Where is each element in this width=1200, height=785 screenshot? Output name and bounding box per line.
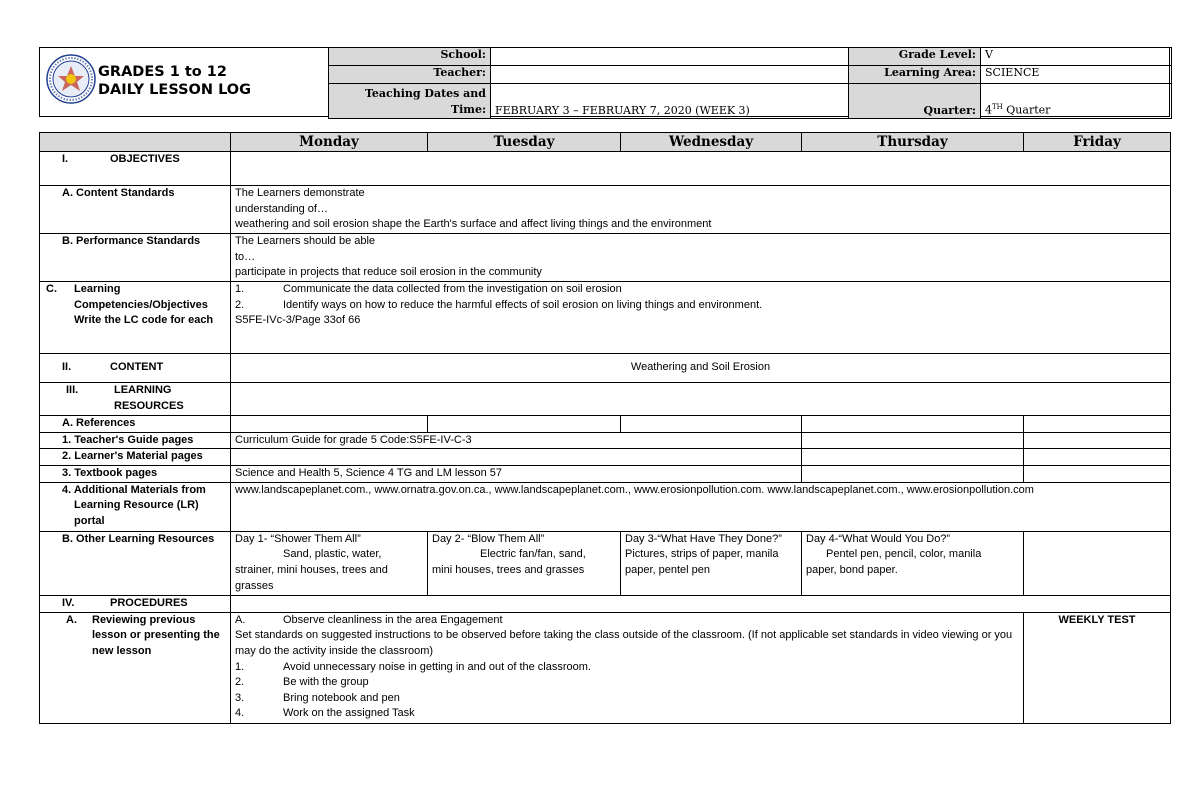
reviewing-item-num: 1. <box>235 660 245 673</box>
reviewing-heading-text: Observe cleanliness in the area Engagement <box>283 613 503 626</box>
additional-label-line-1: 4. Additional Materials from <box>62 483 206 496</box>
reviewing-item-num: 4. <box>235 707 245 720</box>
teaching-dates-label <box>329 84 491 119</box>
teachers-guide-friday[interactable] <box>1024 432 1171 449</box>
learners-material-label: 2. Learner's Material pages <box>40 449 231 466</box>
reviewing-paragraph: Set standards on suggested instructions to be observed before taking the class outside of the classroom. (If not applicable set standards in video viewing or you may do the activity inside the classroom) <box>235 629 1013 657</box>
learners-material-friday[interactable] <box>1024 449 1171 466</box>
additional-materials-label <box>40 482 231 531</box>
day1-line-2: strainer, mini houses, trees and <box>235 563 388 576</box>
performance-standards-cell[interactable] <box>231 234 1171 282</box>
day-tuesday: Tuesday <box>428 133 621 152</box>
reviewing-label <box>40 612 231 723</box>
competencies-letter: C. <box>46 283 57 295</box>
objectives-row <box>40 152 1171 186</box>
learning-resources-cell[interactable] <box>231 383 1171 416</box>
deped-seal-icon <box>46 54 96 104</box>
performance-standards-line-2: to… <box>235 250 256 263</box>
references-row <box>40 416 1171 433</box>
reviewing-item-text: Be with the group <box>283 676 369 689</box>
other-resources-row <box>40 531 1171 595</box>
day-monday: Monday <box>231 133 428 152</box>
additional-label-line-3: portal <box>74 514 105 527</box>
day4-line-2: paper, bond paper. <box>806 563 898 576</box>
reviewing-item-text: Work on the assigned Task <box>283 707 415 720</box>
content-standards-line-3: weathering and soil erosion shape the Earth's surface and affect living things and the environment <box>235 218 712 231</box>
learning-area-label: Learning Area: <box>849 66 981 84</box>
learning-resources-row <box>40 383 1171 416</box>
competency-text: Communicate the data collected from the investigation on soil erosion <box>283 283 622 295</box>
procedures-row <box>40 595 1171 612</box>
references-monday[interactable] <box>231 416 428 433</box>
procedures-label <box>40 595 231 612</box>
references-wednesday[interactable] <box>621 416 802 433</box>
content-cell[interactable]: Weathering and Soil Erosion <box>231 354 1171 383</box>
lc-code: S5FE-IVc-3/Page 33of 66 <box>235 314 361 327</box>
other-resources-monday[interactable] <box>231 531 428 595</box>
competencies-row <box>40 282 1171 354</box>
additional-label-line-2: Learning Resource (LR) <box>74 499 199 512</box>
competencies-label-line-2: Competencies/Objectives <box>74 298 208 311</box>
title-line-2: DAILY LESSON LOG <box>98 82 252 98</box>
content-label <box>40 354 231 383</box>
learners-material-row <box>40 449 1171 466</box>
form-title <box>98 63 251 99</box>
grade-level-label: Grade Level: <box>849 48 981 66</box>
reviewing-heading <box>235 613 1019 629</box>
textbook-thursday[interactable] <box>802 465 1024 482</box>
competency-text: Identify ways on how to reduce the harmful effects of soil erosion on living things and environment. <box>283 298 763 311</box>
teaching-dates-label-line-1: Teaching Dates and <box>364 87 486 100</box>
references-thursday[interactable] <box>802 416 1024 433</box>
teachers-guide-row <box>40 432 1171 449</box>
competencies-label-line-1: Learning <box>74 283 121 295</box>
procedures-cell[interactable] <box>231 595 1171 612</box>
objectives-num: I. <box>62 153 69 165</box>
performance-standards-line-1: The Learners should be able <box>235 235 376 247</box>
references-label: A. References <box>40 416 231 433</box>
content-standards-row <box>40 186 1171 234</box>
competency-num: 2. <box>235 298 245 311</box>
reviewing-heading-num: A. <box>235 613 246 626</box>
reviewing-item <box>235 706 1019 722</box>
additional-materials-row <box>40 482 1171 531</box>
day-thursday: Thursday <box>802 133 1024 152</box>
day-header-row <box>40 133 1171 152</box>
teachers-guide-thursday[interactable] <box>802 432 1024 449</box>
other-resources-thursday[interactable] <box>802 531 1024 595</box>
competencies-label-line-3: Write the LC code for each <box>74 314 214 327</box>
performance-standards-row <box>40 234 1171 282</box>
competencies-cell[interactable] <box>231 282 1171 354</box>
textbook-friday[interactable] <box>1024 465 1171 482</box>
objectives-cell[interactable] <box>231 152 1171 186</box>
reviewing-item <box>235 691 1019 707</box>
other-resources-friday[interactable] <box>1024 531 1171 595</box>
procedures-num: IV. <box>62 596 75 609</box>
reviewing-item <box>235 675 1019 691</box>
additional-materials-cell[interactable]: www.landscapeplanet.com., www.ornatra.gov.on.ca., www.landscapeplanet.com., www.erosionpollution.com. www.landscapeplanet.com., www.erosionpollution.com <box>231 482 1171 531</box>
info-table <box>328 47 1172 119</box>
competency-num: 1. <box>235 283 245 295</box>
textbook-cell[interactable]: Science and Health 5, Science 4 TG and LM lesson 57 <box>231 465 802 482</box>
learning-resources-line-1: LEARNING <box>114 384 172 396</box>
day-friday: Friday <box>1024 133 1171 152</box>
content-standards-cell[interactable] <box>231 186 1171 234</box>
textbook-row <box>40 465 1171 482</box>
textbook-label: 3. Textbook pages <box>40 465 231 482</box>
competency-item <box>235 282 1166 298</box>
references-friday[interactable] <box>1024 416 1171 433</box>
day2-line-1: Electric fan/fan, sand, <box>480 548 586 561</box>
reviewing-item <box>235 660 1019 676</box>
day-header-blank <box>40 133 231 152</box>
content-standards-label: A. Content Standards <box>40 186 231 234</box>
day3-title: Day 3-“What Have They Done?” <box>625 532 782 545</box>
quarter-number: 4 <box>985 104 992 117</box>
content-standards-line-2: understanding of… <box>235 202 328 215</box>
teacher-field[interactable] <box>491 66 849 84</box>
day3-line-1: Pictures, strips of paper, manila <box>625 548 779 561</box>
lesson-log-table <box>39 132 1171 724</box>
quarter-label: Quarter: <box>849 84 981 119</box>
learners-material-thursday[interactable] <box>802 449 1024 466</box>
learners-material-cell[interactable] <box>231 449 802 466</box>
reviewing-item-text: Bring notebook and pen <box>283 691 400 704</box>
reviewing-cell[interactable] <box>231 612 1024 723</box>
day1-title: Day 1- “Shower Them All” <box>235 532 361 545</box>
learning-resources-line-2: RESOURCES <box>114 399 184 412</box>
content-row <box>40 354 1171 383</box>
procedures-text: PROCEDURES <box>110 596 188 609</box>
teacher-label: Teacher: <box>329 66 491 84</box>
day1-line-1: Sand, plastic, water, <box>283 548 382 561</box>
reviewing-label-line-1: Reviewing previous <box>92 613 196 626</box>
quarter-superscript: TH <box>992 103 1003 112</box>
content-text: CONTENT <box>110 361 164 374</box>
day2-line-2: mini houses, trees and grasses <box>432 563 585 576</box>
teachers-guide-label: 1. Teacher's Guide pages <box>40 432 231 449</box>
other-resources-tuesday[interactable] <box>428 531 621 595</box>
day3-line-2: paper, pentel pen <box>625 563 711 576</box>
grade-level-field[interactable]: V <box>981 48 1172 66</box>
day4-title: Day 4-“What Would You Do?” <box>806 532 951 545</box>
quarter-field[interactable] <box>981 84 1172 119</box>
teachers-guide-cell[interactable]: Curriculum Guide for grade 5 Code:S5FE-IV-C-3 <box>231 432 802 449</box>
reviewing-label-line-2: lesson or presenting the <box>92 629 220 642</box>
weekly-test-cell[interactable]: WEEKLY TEST <box>1024 612 1171 723</box>
other-resources-wednesday[interactable] <box>621 531 802 595</box>
learning-resources-label <box>40 383 231 416</box>
objectives-text: OBJECTIVES <box>110 153 180 165</box>
reviewing-row <box>40 612 1171 723</box>
reviewing-label-line-3: new lesson <box>92 644 152 657</box>
title-line-1: GRADES 1 to 12 <box>98 64 227 80</box>
teaching-dates-label-line-2: Time: <box>450 103 486 116</box>
day4-line-1: Pentel pen, pencil, color, manila <box>826 548 982 561</box>
learning-resources-num: III. <box>66 384 79 396</box>
reviewing-item-num: 2. <box>235 676 245 689</box>
other-resources-label: B. Other Learning Resources <box>40 531 231 595</box>
content-standards-line-1: The Learners demonstrate <box>235 187 365 199</box>
performance-standards-line-3: participate in projects that reduce soil erosion in the community <box>235 266 542 279</box>
reviewing-item-num: 3. <box>235 691 245 704</box>
competency-item <box>235 298 1166 314</box>
competencies-label <box>40 282 231 354</box>
objectives-label <box>40 152 231 186</box>
teaching-dates-field[interactable]: FEBRUARY 3 – FEBRUARY 7, 2020 (WEEK 3) <box>491 84 849 119</box>
reviewing-letter: A. <box>66 613 77 626</box>
reviewing-item-text: Avoid unnecessary noise in getting in and out of the classroom. <box>283 660 591 673</box>
day1-line-3: grasses <box>235 579 274 592</box>
day-wednesday: Wednesday <box>621 133 802 152</box>
school-field[interactable] <box>491 48 849 66</box>
school-label: School: <box>329 48 491 66</box>
quarter-word: Quarter <box>1002 104 1051 117</box>
references-tuesday[interactable] <box>428 416 621 433</box>
content-num: II. <box>62 361 72 374</box>
learning-area-field[interactable]: SCIENCE <box>981 66 1172 84</box>
day2-title: Day 2- “Blow Them All” <box>432 532 545 545</box>
performance-standards-label: B. Performance Standards <box>40 234 231 282</box>
